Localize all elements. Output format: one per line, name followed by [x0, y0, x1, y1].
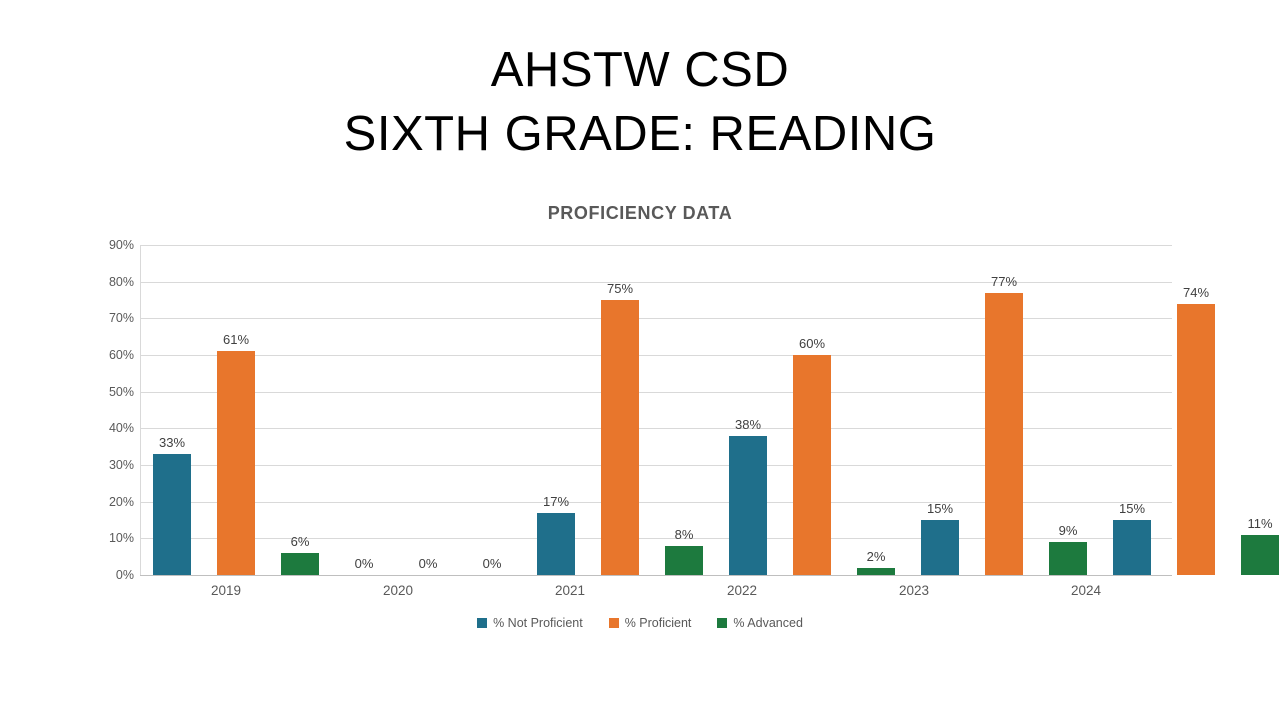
legend-swatch: [717, 618, 727, 628]
x-axis-labels: [140, 583, 1172, 598]
y-axis-tick-label: 30%: [108, 458, 134, 472]
bar-value-label: 17%: [542, 493, 570, 509]
bar-groups: [140, 245, 1273, 575]
bar-group: [524, 245, 716, 575]
bar-value-label: 6%: [290, 534, 310, 549]
bar-value-label: 0%: [418, 556, 438, 571]
legend-label: % Not Proficient: [493, 616, 583, 630]
bar-value-label: 33%: [158, 435, 186, 450]
legend-item[interactable]: [717, 616, 803, 630]
bar: [921, 520, 959, 575]
y-axis-tick-label: 20%: [108, 494, 134, 509]
bar-value-label: 0%: [354, 556, 374, 571]
bar: [1049, 542, 1087, 575]
bar-item: [473, 245, 511, 575]
bar-item: [1049, 245, 1087, 575]
chart-title: PROFICIENCY DATA: [547, 203, 733, 223]
x-axis-tick-label: 2019: [210, 583, 242, 598]
bar: [1113, 520, 1151, 575]
y-axis-tick-label: 40%: [108, 421, 134, 436]
gridline: [140, 575, 1172, 576]
bar-item: [665, 245, 703, 575]
legend-item[interactable]: [609, 616, 692, 630]
bar-value-label: 2%: [866, 548, 886, 564]
bar-item: [217, 245, 255, 575]
bar-item: [409, 245, 447, 575]
bar-item: [601, 245, 639, 575]
bar-value-label: 8%: [674, 526, 694, 542]
page-title: [0, 38, 1280, 166]
bar: [857, 568, 895, 575]
title-line-2: SIXTH GRADE: READING: [343, 107, 937, 161]
bar-item: [1241, 245, 1279, 575]
bar-item: [281, 245, 319, 575]
bar: [601, 300, 639, 575]
bar-value-label: 74%: [1182, 284, 1210, 300]
y-axis-tick-label: 60%: [108, 348, 134, 362]
bar-group: [332, 245, 524, 575]
bar-value-label: 15%: [926, 501, 954, 516]
bar-group: [908, 245, 1100, 575]
title-line-1: AHSTW CSD: [490, 43, 790, 97]
bar-item: [1113, 245, 1151, 575]
x-axis-tick-label: 2020: [382, 583, 414, 598]
bar-value-label: 15%: [1118, 501, 1146, 516]
bar: [1241, 535, 1279, 575]
bar-item: [729, 245, 767, 575]
bar-item: [857, 245, 895, 575]
y-axis-tick-label: 50%: [108, 384, 134, 399]
bar: [729, 436, 767, 575]
bar: [665, 546, 703, 575]
bar-item: [985, 245, 1023, 575]
bar-value-label: 77%: [990, 273, 1018, 289]
y-axis-tick-label: 80%: [108, 274, 134, 289]
x-axis-tick-label: 2021: [554, 583, 586, 598]
bar: [537, 513, 575, 575]
bar: [281, 553, 319, 575]
bar-item: [1177, 245, 1215, 575]
bar-item: [345, 245, 383, 575]
legend-label: % Proficient: [624, 616, 692, 630]
bar-value-label: 61%: [222, 332, 250, 348]
bar-group: [1100, 245, 1280, 575]
legend-item[interactable]: [477, 616, 583, 630]
y-axis-tick-label: 70%: [108, 311, 134, 326]
y-axis-tick-label: 0%: [115, 568, 134, 582]
bar-value-label: 11%: [1247, 515, 1273, 531]
x-axis-tick-label: 2023: [898, 583, 930, 598]
legend-swatch: [477, 618, 487, 628]
chart-legend: [0, 616, 1280, 630]
bar-item: [793, 245, 831, 575]
bar-group: [140, 245, 332, 575]
x-axis-tick-label: 2024: [1070, 583, 1102, 598]
y-axis-tick-label: 90%: [108, 238, 134, 252]
bar-item: [537, 245, 575, 575]
x-axis-tick-label: 2022: [726, 583, 758, 598]
bar-value-label: 0%: [482, 556, 502, 571]
legend-swatch: [609, 618, 619, 628]
bar: [217, 351, 255, 575]
bar: [153, 454, 191, 575]
bar-value-label: 38%: [734, 416, 762, 432]
chart-plot-area: [108, 238, 1273, 582]
bar: [793, 355, 831, 575]
y-axis-tick-label: 10%: [108, 531, 134, 546]
bar-item: [153, 245, 191, 575]
bar: [1177, 304, 1215, 575]
bar-value-label: 60%: [798, 336, 826, 351]
bar-group: [716, 245, 908, 575]
bar-value-label: 9%: [1058, 523, 1078, 538]
bar-value-label: 75%: [606, 281, 634, 296]
legend-label: % Advanced: [733, 616, 803, 630]
bar-item: [921, 245, 959, 575]
bar: [985, 293, 1023, 575]
